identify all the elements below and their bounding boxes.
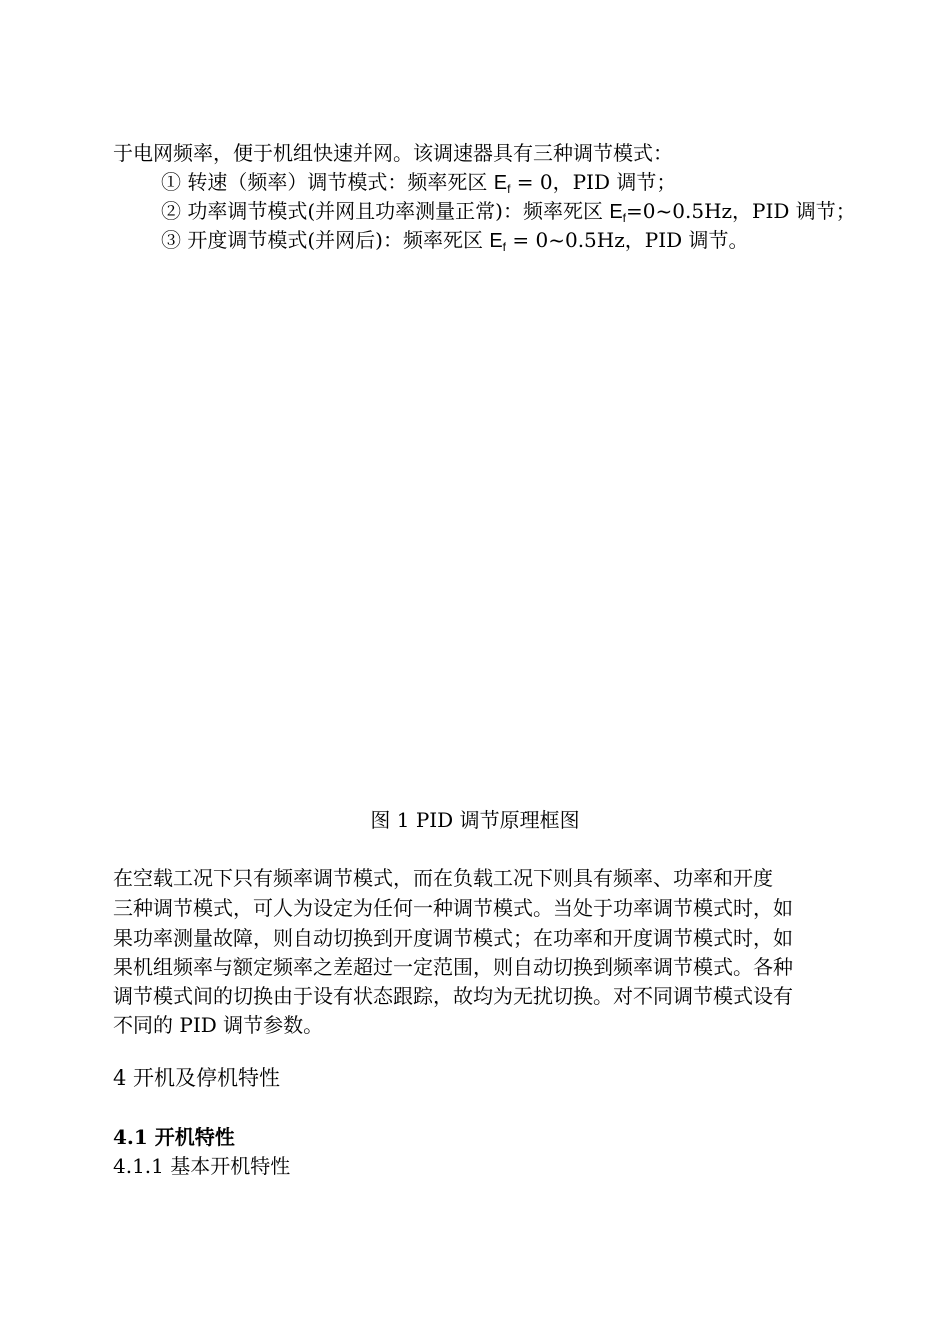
symbol-subscript: f [502,240,507,254]
section-heading-4-1-1: 4.1.1 基本开机特性 [113,1154,291,1178]
mode-number: ③ [161,228,181,252]
section-heading-4-1: 4.1 开机特性 [113,1125,235,1149]
intro-line: 于电网频率，便于机组快速并网。该调速器具有三种调节模式： [113,141,673,165]
symbol-e: E [493,172,508,194]
paragraph-line: 在空载工况下只有频率调节模式，而在负载工况下则具有频率、功率和开度 [113,866,773,890]
mode-text: 开度调节模式(并网后)：频率死区 [181,228,490,252]
section-heading-4: 4 开机及停机特性 [113,1066,281,1090]
symbol-e: E [609,201,623,223]
mode-text-tail: =0~0.5Hz，PID 调节； [626,199,856,223]
symbol-subscript: f [622,211,627,225]
mode-number: ① [161,170,181,194]
figure-caption: 图 1 PID 调节原理框图 [370,808,580,832]
paragraph-line: 调节模式间的切换由于设有状态跟踪，故均为无扰切换。对不同调节模式设有 [113,984,793,1008]
mode-text: 功率调节模式(并网且功率测量正常)：频率死区 [181,199,610,223]
paragraph-line: 果功率测量故障，则自动切换到开度调节模式；在功率和开度调节模式时，如 [113,926,793,950]
mode-item-1 [161,170,676,201]
paragraph-line: 不同的 PID 调节参数。 [113,1013,324,1037]
symbol-e: E [489,230,503,252]
mode-text-tail: = 0，PID 调节； [510,170,677,194]
mode-text: 转速（频率）调节模式：频率死区 [181,170,494,194]
mode-item-3 [161,228,749,259]
mode-text-tail: = 0~0.5Hz，PID 调节。 [506,228,749,252]
paragraph-line: 三种调节模式，可人为设定为任何一种调节模式。当处于功率调节模式时，如 [113,896,793,920]
paragraph-line: 果机组频率与额定频率之差超过一定范围，则自动切换到频率调节模式。各种 [113,955,793,979]
mode-item-2 [161,199,856,230]
symbol-subscript: f [507,182,511,196]
mode-number: ② [161,199,181,223]
figure-placeholder [113,270,883,790]
